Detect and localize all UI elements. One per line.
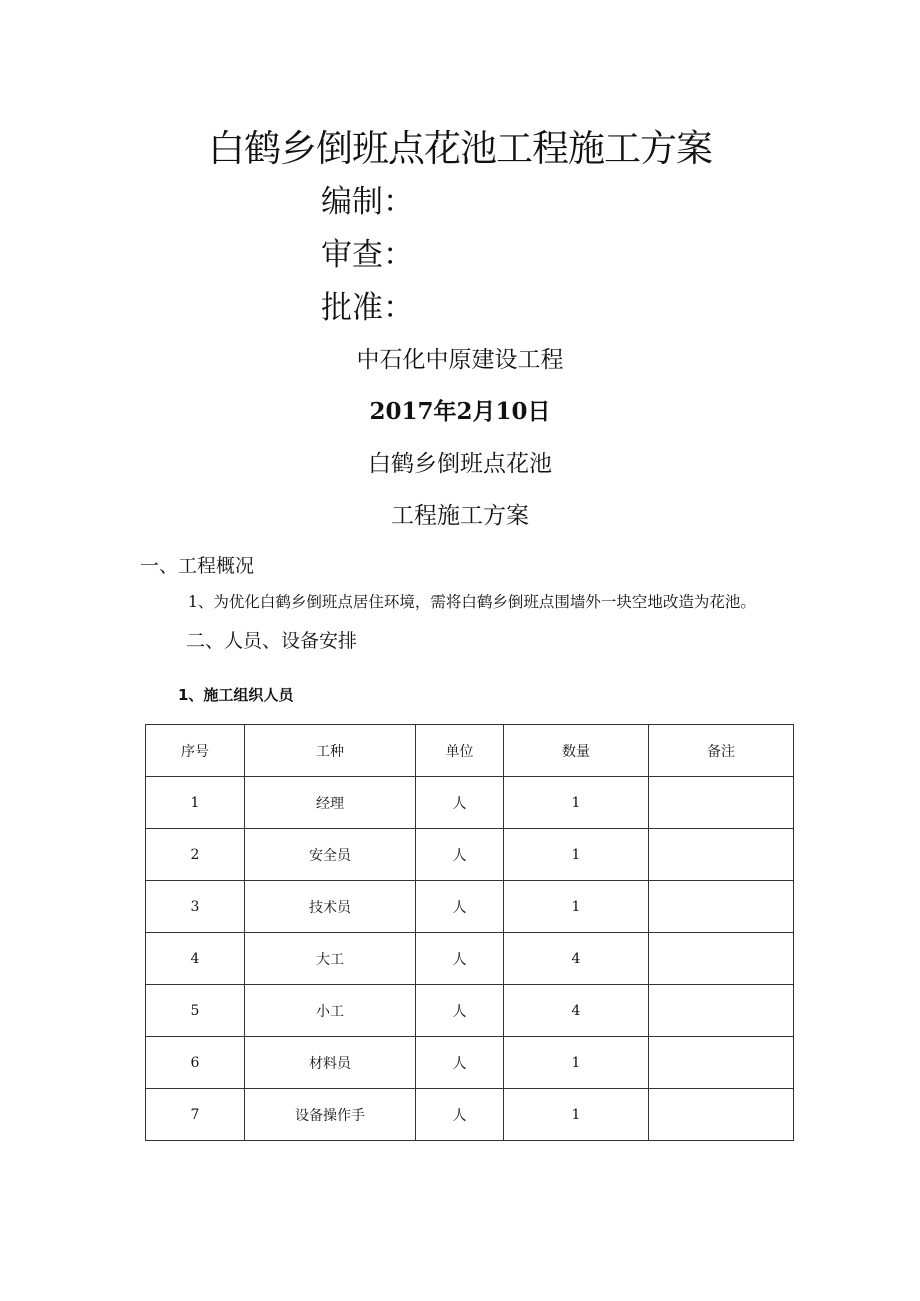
header-cell-unit: 单位 [416, 725, 504, 777]
cell-unit: 人 [416, 985, 504, 1037]
cell-unit: 人 [416, 1037, 504, 1089]
document-title: 白鹤乡倒班点花池工程施工方案 [208, 127, 712, 170]
signature-approved-by: 批准： [321, 290, 414, 326]
cell-trade: 设备操作手 [245, 1089, 416, 1141]
subtitle-line-1: 白鹤乡倒班点花池 [368, 451, 552, 477]
cell-unit: 人 [416, 777, 504, 829]
cell-quantity: 4 [504, 933, 649, 985]
table-row [146, 1037, 794, 1089]
overview-paragraph: 1、为优化白鹤乡倒班点居住环境，需将白鹤乡倒班点围墙外一块空地改造为花池。 [188, 593, 756, 611]
cell-trade: 经理 [245, 777, 416, 829]
table-row [146, 933, 794, 985]
table-row [146, 985, 794, 1037]
table-row [146, 881, 794, 933]
table-row [146, 829, 794, 881]
signature-reviewed-by: 审查： [321, 237, 414, 273]
cell-no: 6 [146, 1037, 245, 1089]
cell-no: 7 [146, 1089, 245, 1141]
staff-table [145, 724, 794, 1141]
cell-no: 4 [146, 933, 245, 985]
cell-quantity: 1 [504, 777, 649, 829]
cell-trade: 技术员 [245, 881, 416, 933]
cell-no: 2 [146, 829, 245, 881]
cell-unit: 人 [416, 881, 504, 933]
company-name: 中石化中原建设工程 [356, 347, 564, 373]
cell-notes [649, 933, 794, 985]
cell-notes [649, 777, 794, 829]
cell-no: 3 [146, 881, 245, 933]
cell-no: 5 [146, 985, 245, 1037]
header-cell-trade: 工种 [245, 725, 416, 777]
cell-trade: 大工 [245, 933, 416, 985]
cell-notes [649, 985, 794, 1037]
cell-quantity: 1 [504, 881, 649, 933]
table-row [146, 777, 794, 829]
cell-notes [649, 829, 794, 881]
header-cell-quantity: 数量 [504, 725, 649, 777]
cell-notes [649, 881, 794, 933]
signature-compiled-by: 编制： [321, 184, 414, 220]
cell-notes [649, 1037, 794, 1089]
cell-quantity: 1 [504, 1037, 649, 1089]
cell-unit: 人 [416, 933, 504, 985]
subtitle-line-2: 工程施工方案 [391, 503, 529, 529]
cell-unit: 人 [416, 1089, 504, 1141]
header-cell-notes: 备注 [649, 725, 794, 777]
section-heading-staffing: 二、人员、设备安排 [186, 630, 358, 652]
cell-no: 1 [146, 777, 245, 829]
cell-trade: 安全员 [245, 829, 416, 881]
document-date: 2017年2月10日 [369, 398, 551, 425]
cell-trade: 小工 [245, 985, 416, 1037]
header-cell-no: 序号 [146, 725, 245, 777]
section-heading-overview: 一、工程概况 [140, 555, 255, 577]
cell-quantity: 1 [504, 1089, 649, 1141]
table-row [146, 1089, 794, 1141]
sub-heading-construction-staff: 1、施工组织人员 [178, 686, 294, 704]
cell-quantity: 4 [504, 985, 649, 1037]
cell-unit: 人 [416, 829, 504, 881]
cell-notes [649, 1089, 794, 1141]
cell-quantity: 1 [504, 829, 649, 881]
cell-trade: 材料员 [245, 1037, 416, 1089]
table-header-row [146, 725, 794, 777]
